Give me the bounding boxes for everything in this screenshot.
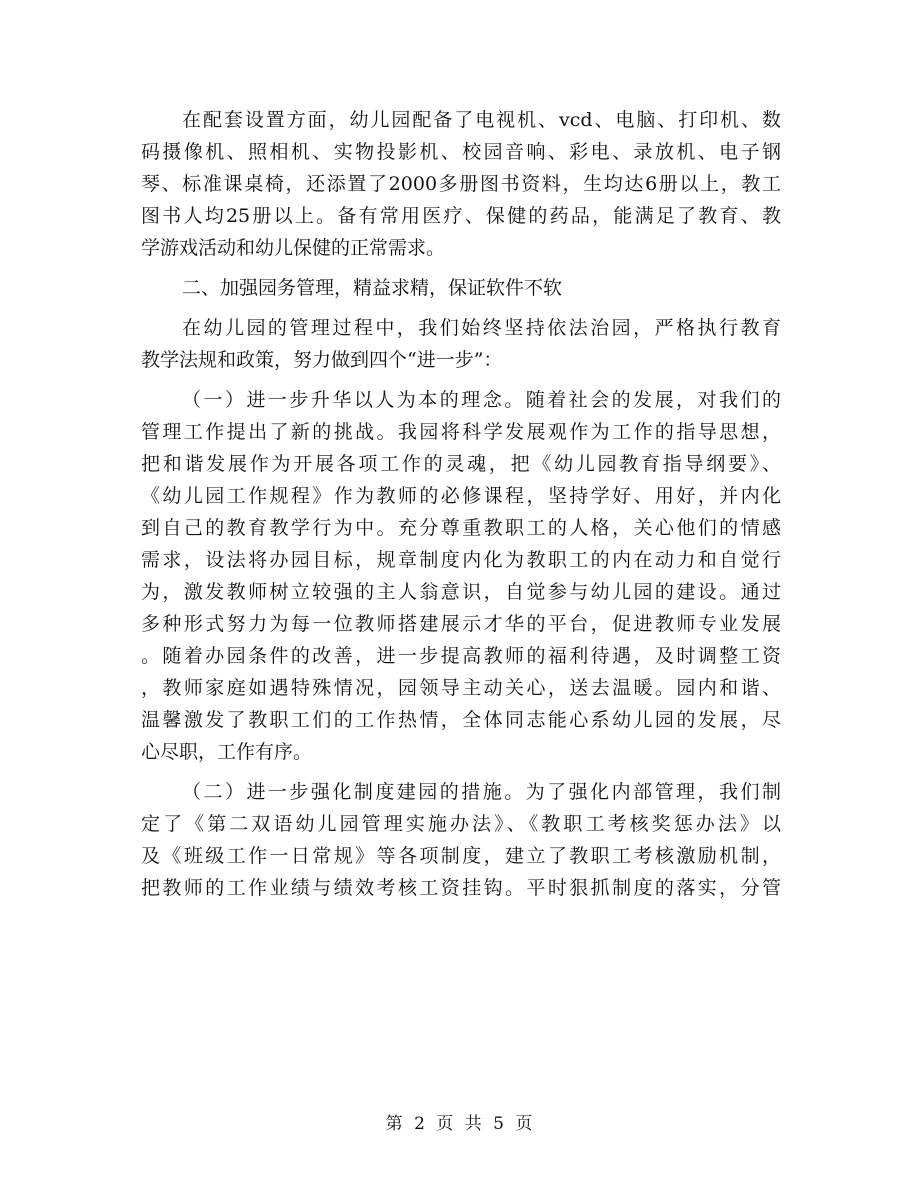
text-line: 图书人均25册以上。备有常用医疗、保健的药品，能满足了教育、教 bbox=[141, 205, 781, 227]
text-line: 多种形式努力为每一位教师搭建展示才华的平台，促进教师专业发展 bbox=[141, 613, 781, 635]
page-number-footer: 第 2 页 共 5 页 bbox=[385, 1114, 535, 1134]
paragraph-facilities bbox=[141, 104, 781, 264]
text-line: 把教师的工作业绩与绩效考核工资挂钩。平时狠抓制度的落实，分管 bbox=[141, 877, 781, 899]
text-line: （二）进一步强化制度建园的措施。为了强化内部管理，我们制 bbox=[182, 781, 781, 803]
section-heading bbox=[141, 272, 781, 304]
text-line: 。随着办园条件的改善，进一步提高教师的福利待遇，及时调整工资 bbox=[141, 645, 781, 667]
document-body bbox=[141, 104, 781, 912]
text-line: 到自己的教育教学行为中。充分尊重教职工的人格，关心他们的情感 bbox=[141, 517, 781, 539]
text-line: 温馨激发了教职工们的工作热情，全体同志能心系幼儿园的发展，尽 bbox=[141, 709, 781, 731]
text-line: 在幼儿园的管理过程中，我们始终坚持依法治园，严格执行教育 bbox=[182, 317, 781, 339]
text-line: 琴、标准课桌椅，还添置了2000多册图书资料，生均达6册以上，教工 bbox=[141, 173, 781, 195]
text-line: （一）进一步升华以人为本的理念。随着社会的发展，对我们的 bbox=[182, 389, 781, 411]
paragraph-point-one bbox=[141, 384, 781, 768]
text-line: 及《班级工作一日常规》等各项制度，建立了教职工考核激励机制， bbox=[141, 845, 781, 867]
text-line: 码摄像机、照相机、实物投影机、校园音响、彩电、录放机、电子钢 bbox=[141, 141, 781, 163]
text-line: 为，激发教师树立较强的主人翁意识，自觉参与幼儿园的建设。通过 bbox=[141, 581, 781, 603]
text-line: 《幼儿园工作规程》作为教师的必修课程，坚持学好、用好，并内化 bbox=[141, 485, 781, 507]
text-line: 心尽职，工作有序。 bbox=[141, 741, 313, 763]
paragraph-management-intro bbox=[141, 312, 781, 376]
text-line: 需求，设法将办园目标，规章制度内化为教职工的内在动力和自觉行 bbox=[141, 549, 781, 571]
text-line: 二、加强园务管理，精益求精，保证软件不软 bbox=[182, 277, 563, 299]
text-line: 在配套设置方面，幼儿园配备了电视机、vcd、电脑、打印机、数 bbox=[182, 109, 781, 131]
text-line: 管理工作提出了新的挑战。我园将科学发展观作为工作的指导思想， bbox=[141, 421, 781, 443]
text-line: ，教师家庭如遇特殊情况，园领导主动关心，送去温暖。园内和谐、 bbox=[141, 677, 781, 699]
text-line: 学游戏活动和幼儿保健的正常需求。 bbox=[141, 237, 446, 259]
text-line: 教学法规和政策，努力做到四个“进一步”： bbox=[141, 349, 503, 371]
text-line: 把和谐发展作为开展各项工作的灵魂，把《幼儿园教育指导纲要》、 bbox=[141, 453, 781, 475]
text-line: 定了《第二双语幼儿园管理实施办法》、《教职工考核奖惩办法》以 bbox=[141, 813, 781, 835]
paragraph-point-two bbox=[141, 776, 781, 904]
